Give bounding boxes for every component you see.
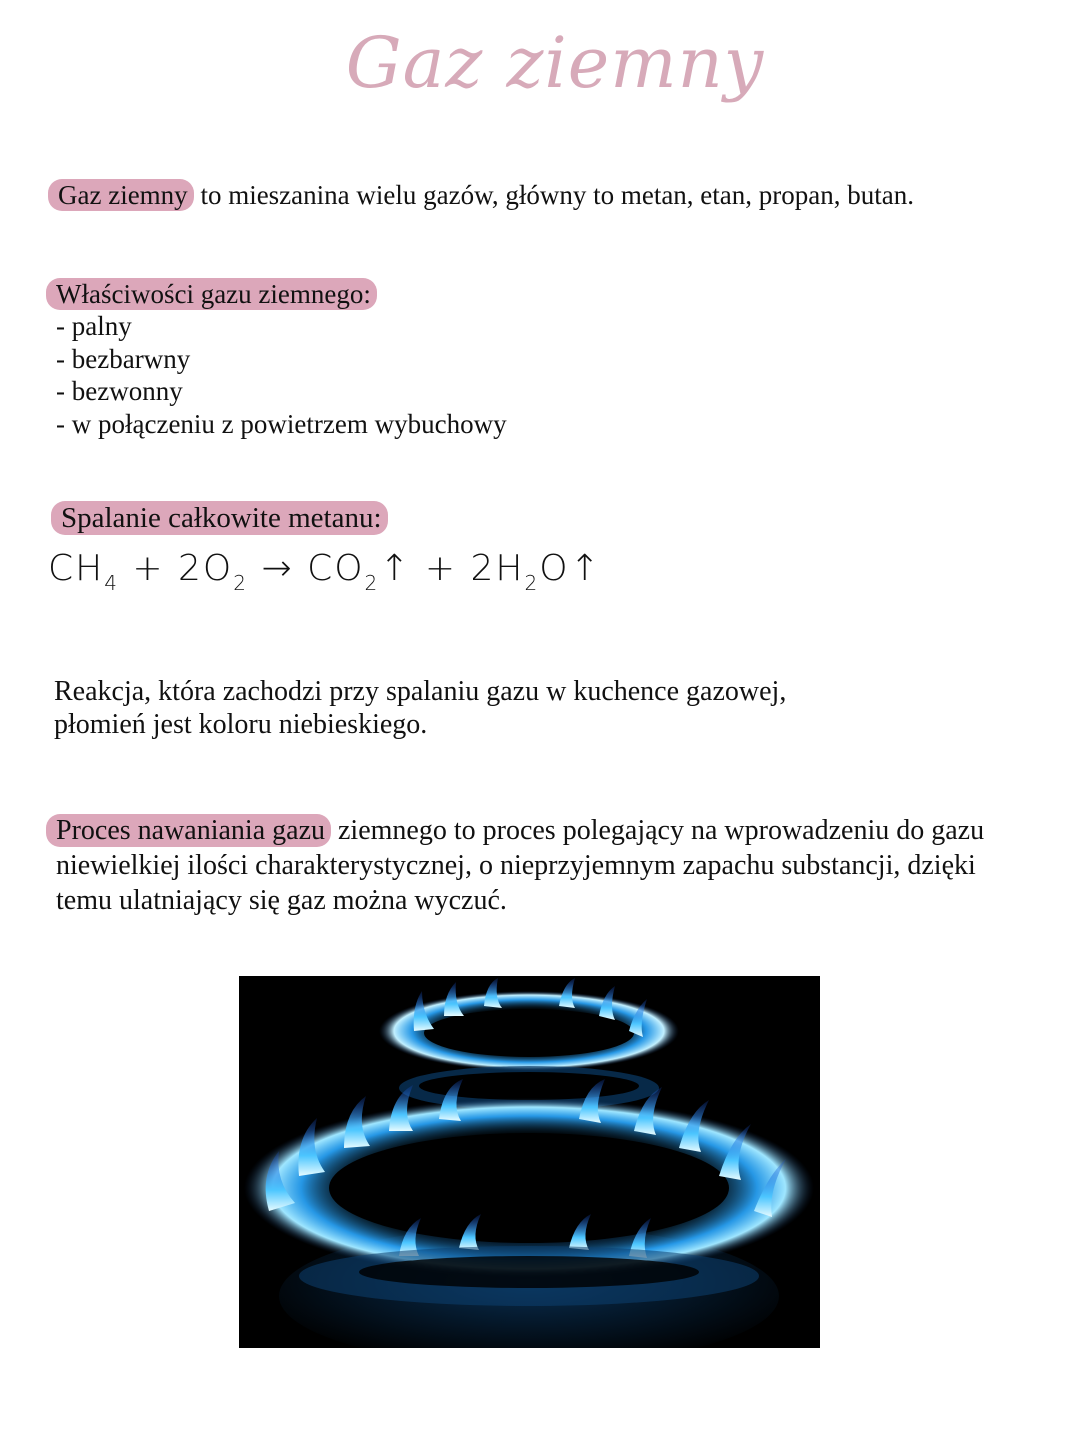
properties-heading bbox=[56, 278, 377, 310]
intro-paragraph bbox=[58, 179, 914, 211]
eq-ch: CH bbox=[48, 548, 105, 589]
intro-text: to mieszanina wielu gazów, główny to metan, etan, propan, butan. bbox=[193, 180, 914, 210]
intro-highlight: Gaz ziemny bbox=[48, 179, 194, 211]
list-item: - bezwonny bbox=[56, 375, 507, 408]
page-title: Gaz ziemny bbox=[345, 22, 765, 104]
reaction-line-1: Reakcja, która zachodzi przy spalaniu gazu w kuchence gazowej, bbox=[54, 676, 787, 707]
combustion-heading bbox=[61, 502, 388, 534]
eq-h2o-sub: 2 bbox=[524, 571, 540, 595]
odorization-text: ziemnego to proces polegający na wprowadzeniu do gazu niewielkiej ilości charakterystycznej, o nieprzyjemnym zapachu substancji, dzięki temu ulatniający się gaz można wyczuć. bbox=[56, 815, 985, 916]
odorization-highlight: Proces nawaniania gazu bbox=[46, 814, 331, 847]
eq-plus: + bbox=[411, 548, 471, 589]
combustion-heading-highlight: Spalanie całkowite metanu: bbox=[51, 501, 388, 535]
reaction-paragraph bbox=[54, 675, 954, 741]
properties-heading-highlight: Właściwości gazu ziemnego: bbox=[46, 278, 377, 310]
eq-o2: 2O bbox=[178, 548, 234, 589]
eq-co: CO bbox=[307, 548, 365, 589]
gas-burner-photo bbox=[239, 976, 820, 1348]
eq-up-arrow: ↑ bbox=[569, 548, 602, 589]
eq-arrow: → bbox=[248, 548, 308, 589]
methane-combustion-equation bbox=[48, 548, 602, 595]
odorization-paragraph bbox=[56, 813, 1016, 918]
reaction-line-2: płomień jest koloru niebieskiego. bbox=[54, 709, 428, 740]
eq-co-sub: 2 bbox=[364, 571, 380, 595]
properties-list bbox=[56, 310, 507, 440]
list-item: - w połączeniu z powietrzem wybuchowy bbox=[56, 408, 507, 441]
list-item: - bezbarwny bbox=[56, 343, 507, 376]
eq-h2o-o: O bbox=[539, 548, 570, 589]
eq-up-arrow: ↑ bbox=[379, 548, 412, 589]
eq-h2o: 2H bbox=[470, 548, 525, 589]
eq-o2-sub: 2 bbox=[233, 571, 248, 595]
eq-ch-sub: 4 bbox=[104, 571, 119, 595]
list-item: - palny bbox=[56, 310, 507, 343]
eq-plus: + bbox=[118, 548, 179, 589]
